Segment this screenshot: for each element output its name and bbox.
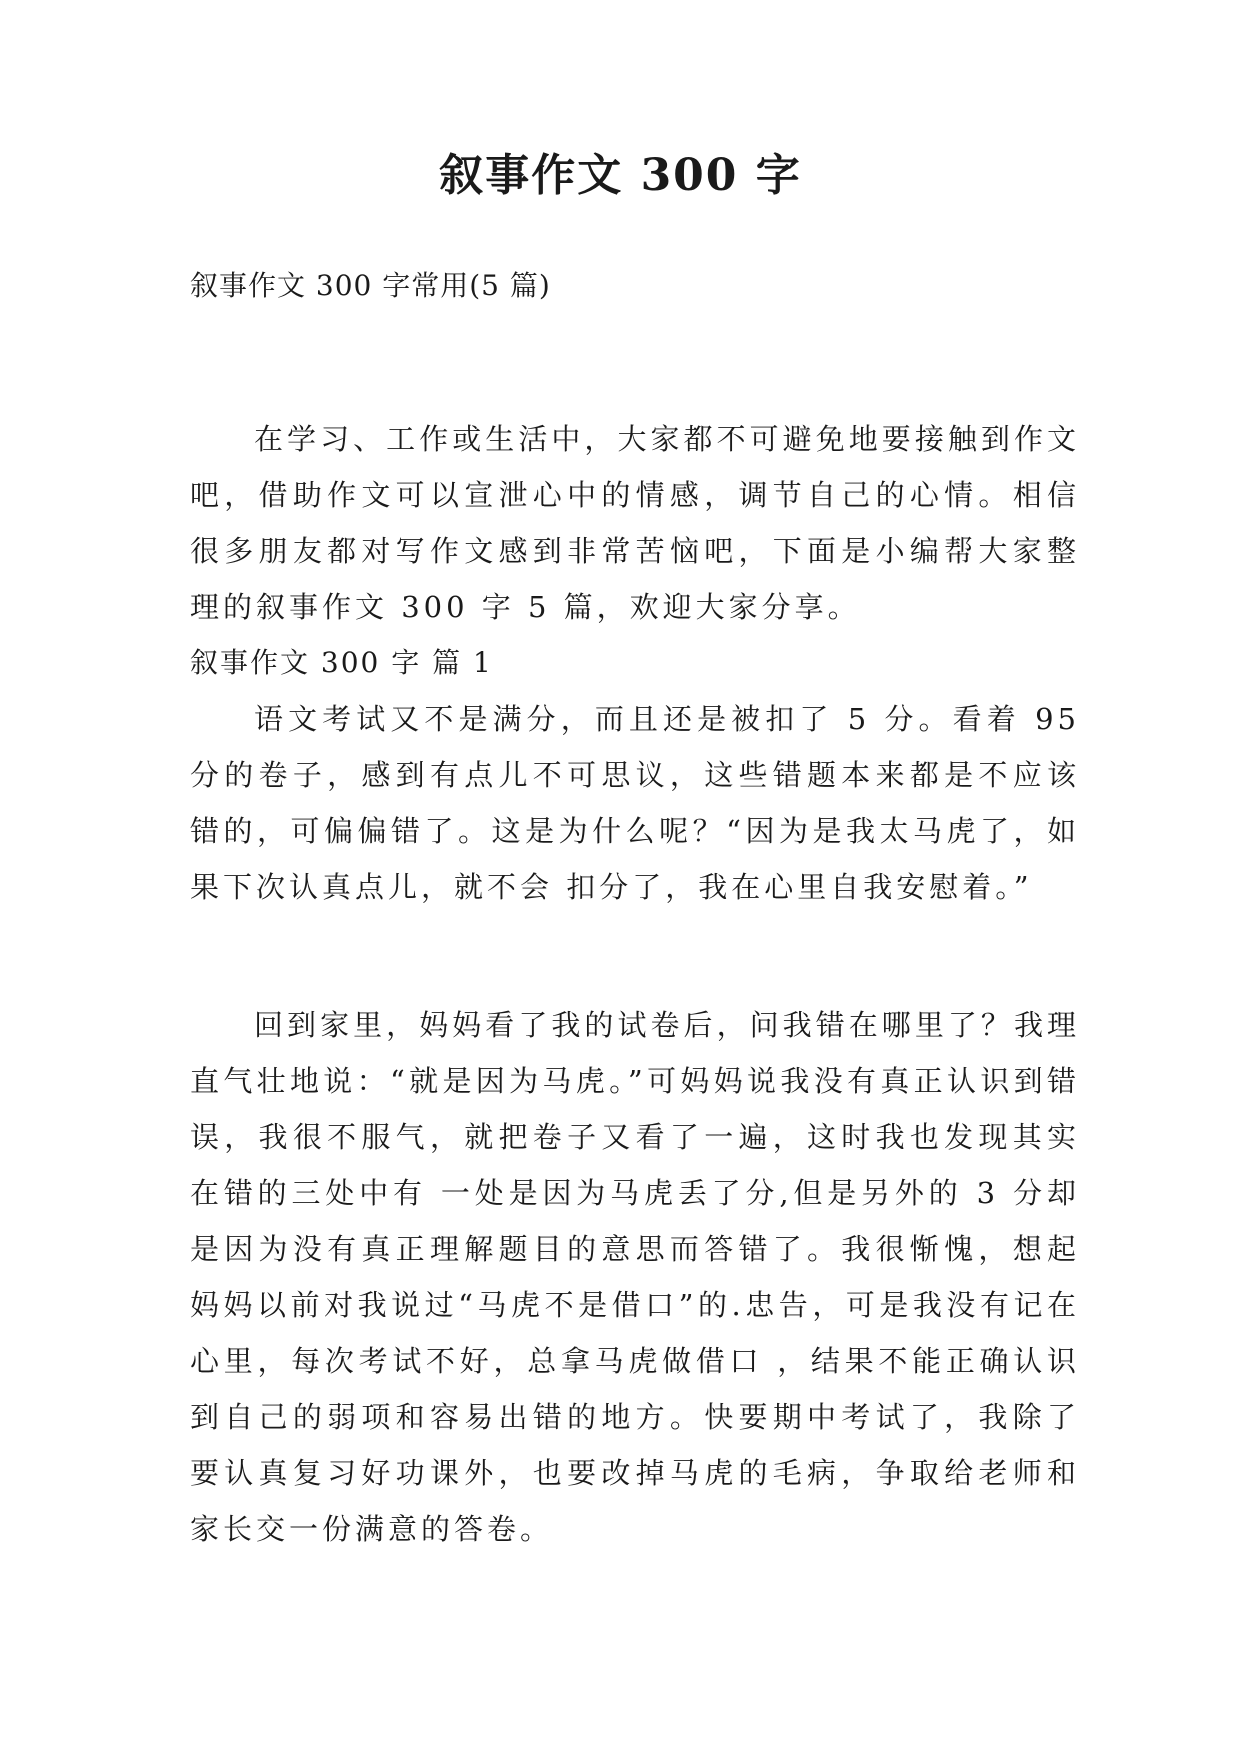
document-title: 叙事作文 300 字 [439, 150, 802, 201]
body-paragraph: 回到家里，妈妈看了我的试卷后，问我错在哪里了？我理直气壮地说：“就是因为马虎。”可妈妈说我没有真正认识到错误，我很不服气，就把卷子又看了一遍，这时我也发现其实在错的三处中有 一处是因为马虎丢了分,但是另外的 3 分却是因为没有真正理解题目的意思而答错了。我很惭愧，想起妈妈以前对我说过“马虎不是借口”的.忠告，可是我没有记在心里，每次考试不好，总拿马虎做借口 ，结果不能正确认识到自己的弱项和容易出错的地方。快要期中考试了，我除了要认真复习好功课外，也要改掉马虎的毛病，争取给老师和家长交一份满意的答卷。 [190, 1008, 1080, 1546]
document-body [190, 411, 1080, 1557]
paragraph-gap [190, 971, 1080, 997]
document-subtitle: 叙事作文 300 字常用(5 篇) [190, 269, 551, 302]
section-heading: 叙事作文 300 字 篇 1 [190, 646, 493, 679]
body-paragraph: 语文考试又不是满分，而且还是被扣了 5 分。看着 95 分的卷子，感到有点儿不可思议，这些错题本来都是不应该错的，可偏偏错了。这是为什么呢？“因为是我太马虎了，如果下次认真点儿，就不会 扣分了，我在心里自我安慰着。” [190, 702, 1080, 904]
intro-paragraph: 在学习、工作或生活中，大家都不可避免地要接触到作文吧，借助作文可以宣泄心中的情感，调节自己的心情。相信很多朋友都对写作文感到非常苦恼吧，下面是小编帮大家整理的叙事作文 300 字 5 篇，欢迎大家分享。 [190, 422, 1080, 624]
